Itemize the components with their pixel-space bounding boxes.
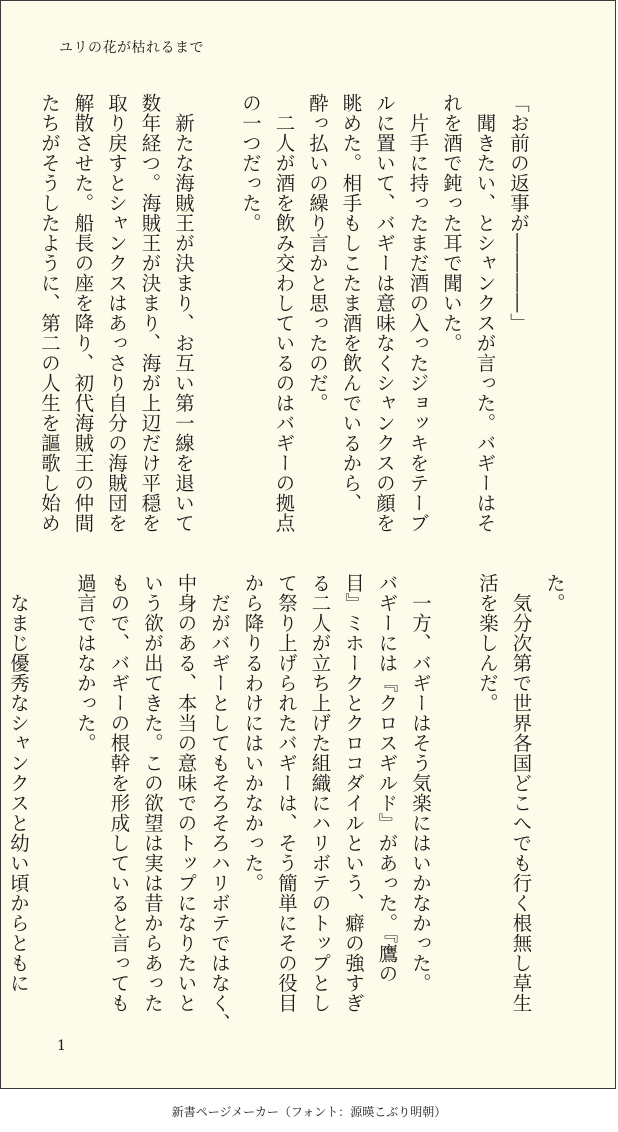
text-line: 目』ミホークとクロコダイルという、癖の強すぎ — [342, 573, 365, 1013]
text-line: 中身のある、本当の意味でのトップになりたいと — [174, 573, 198, 1013]
text-line: 新たな海賊王が決まり、お互い第一線を退いて — [172, 93, 195, 533]
page-number: 1 — [57, 1038, 66, 1054]
text-line: 取り戻すとシャンクスはあっさり自分の海賊団を — [105, 93, 128, 533]
text-line: 気分次第で世界各国どこへでも行く根無し草生 — [509, 573, 533, 1013]
text-line: バギーには『クロスギルド』があった。『鷹の — [375, 573, 399, 984]
text-line: の一つだった。 — [239, 93, 262, 233]
text-line: ルに置いて、バギーは意味なくシャンクスの顔を — [373, 93, 396, 533]
text-line: 活を楽しんだ。 — [476, 573, 499, 713]
blank-line — [437, 573, 471, 1013]
blank-line — [35, 573, 69, 1013]
text-line: なまじ優秀なシャンクスと幼い頃からともに — [7, 573, 30, 993]
text-line: て祭り上げられたバギーは、そう簡単にその役目 — [275, 573, 298, 1013]
footer-credit: 新書ページメーカー（フォント：源暎こぶり明朝） — [171, 1105, 447, 1119]
text-line: 眺めた。相手もしこたま酒を飲んでいるから、 — [339, 93, 363, 513]
text-block-bottom — [2, 573, 572, 1033]
text-line: 聞きたい、とシャンクスが言った。バギーはそ — [473, 93, 497, 533]
text-line: いう欲が出てきた。この欲望は実は昔からあった — [141, 573, 164, 1013]
blank-line — [200, 93, 234, 533]
text-line: た。 — [543, 573, 566, 613]
text-line: 片手に持ったまだ酒の入ったジョッキをテーブ — [406, 93, 430, 533]
text-line: もので、バギーの根幹を形成していると言っても — [107, 573, 131, 1013]
text-line: れを酒で鈍った耳で聞いた。 — [440, 93, 463, 353]
text-line: 「お前の返事が――――」 — [507, 93, 530, 333]
text-line: 一方、バギーはそう気楽にはいかなかった。 — [409, 573, 432, 993]
text-block-top — [33, 93, 536, 533]
text-line: る二人が立ち上げた組織にハリボテのトップとし — [308, 573, 332, 1013]
text-line: 数年経つ。海賊王が決まり、海が上辺だけ平穏を — [138, 93, 162, 533]
running-title: ユリの花が枯れるまで — [59, 40, 204, 56]
text-line: だがバギーとしてもそろそろハリボテではなく、 — [208, 573, 231, 1033]
text-line: 二人が酒を飲み交わしているのはバギーの拠点 — [272, 93, 296, 533]
text-line: から降りるわけにはいかなかった。 — [241, 573, 265, 893]
text-line: 酔っ払いの繰り言かと思ったのだ。 — [306, 93, 329, 413]
text-line: 解散させた。船長の座を降り、初代海賊王の仲間 — [71, 93, 95, 533]
text-line: たちがそうしたように、第二の人生を謳歌し始め — [38, 93, 61, 533]
text-line: 過言ではなかった。 — [74, 573, 97, 753]
